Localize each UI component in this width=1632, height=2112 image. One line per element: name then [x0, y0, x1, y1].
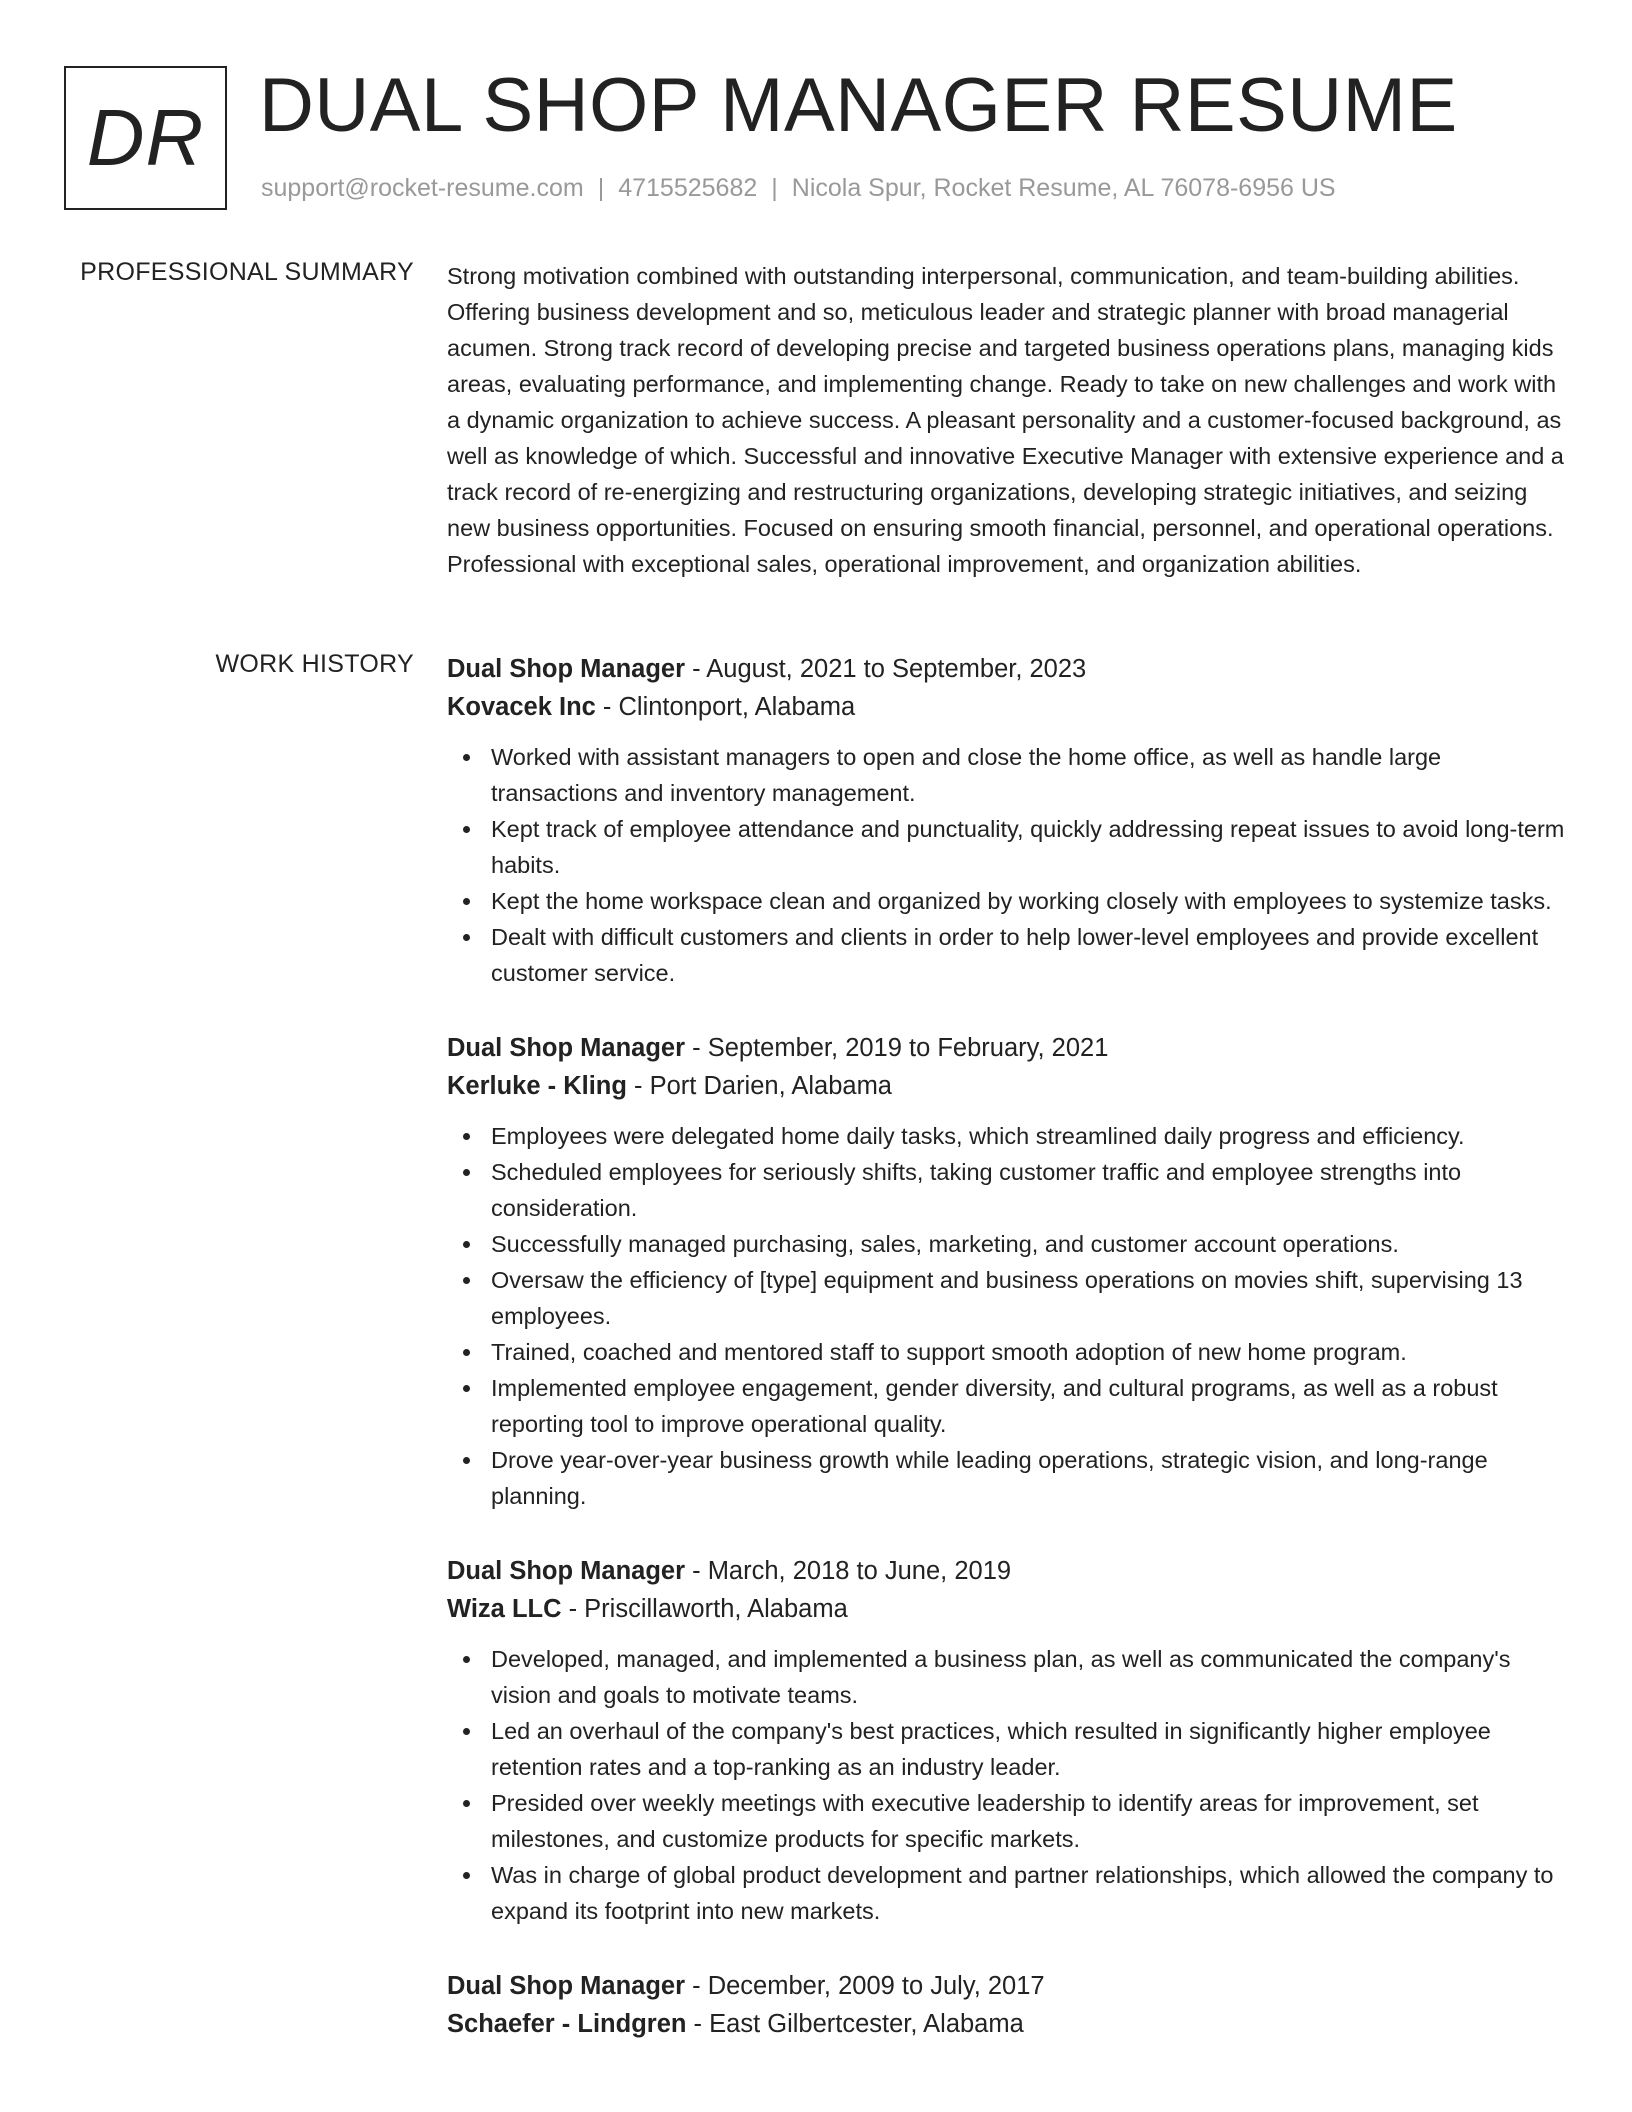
- section-label-work-history: WORK HISTORY: [215, 650, 414, 678]
- job-bullet: Drove year-over-year business growth while leading operations, strategic vision, and long-range planning.: [447, 1442, 1567, 1514]
- resume-title: DUAL SHOP MANAGER RESUME: [259, 63, 1458, 148]
- contact-separator: |: [597, 174, 605, 202]
- job-bullet-list: [447, 1641, 1567, 1929]
- job-location: - East Gilbertcester, Alabama: [686, 2010, 1024, 2038]
- job-dates: - August, 2021 to September, 2023: [685, 655, 1087, 683]
- job-title-line: [447, 1552, 1567, 1590]
- contact-phone[interactable]: 4715525682: [618, 174, 758, 202]
- job-bullet: Employees were delegated home daily tasks, which streamlined daily progress and efficiency.: [447, 1118, 1567, 1154]
- job-company: Kerluke - Kling: [447, 1072, 627, 1100]
- job-company-line: [447, 688, 1567, 726]
- job-dates: - September, 2019 to February, 2021: [685, 1034, 1109, 1062]
- job-entry: [447, 1552, 1567, 1929]
- job-bullet: Dealt with difficult customers and clients in order to help lower-level employees and provide excellent customer service.: [447, 919, 1567, 991]
- job-bullet: Oversaw the efficiency of [type] equipment and business operations on movies shift, supervising 13 employees.: [447, 1262, 1567, 1334]
- job-bullet: Developed, managed, and implemented a business plan, as well as communicated the company's vision and goals to motivate teams.: [447, 1641, 1567, 1713]
- job-entry: [447, 1029, 1567, 1514]
- job-title: Dual Shop Manager: [447, 1972, 686, 2000]
- job-dates: - December, 2009 to July, 2017: [685, 1972, 1045, 2000]
- job-title-line: [447, 1029, 1567, 1067]
- job-entry: [447, 1967, 1567, 2043]
- job-list: [447, 650, 1567, 2081]
- resume-header: [64, 63, 1584, 212]
- job-title-line: [447, 650, 1567, 688]
- contact-line: [261, 174, 1336, 203]
- job-title-line: [447, 1967, 1567, 2005]
- contact-address: Nicola Spur, Rocket Resume, AL 76078-6956 US: [791, 174, 1336, 202]
- job-company: Wiza LLC: [447, 1595, 562, 1623]
- job-title: Dual Shop Manager: [447, 1034, 686, 1062]
- job-company-line: [447, 1067, 1567, 1105]
- contact-email[interactable]: support@rocket-resume.com: [261, 174, 584, 202]
- monogram-logo: DR: [64, 66, 227, 210]
- job-bullet: Scheduled employees for seriously shifts, taking customer traffic and employee strengths into consideration.: [447, 1154, 1567, 1226]
- contact-separator: |: [771, 174, 778, 202]
- job-company-line: [447, 2005, 1567, 2043]
- job-dates: - March, 2018 to June, 2019: [685, 1557, 1012, 1585]
- job-location: - Priscillaworth, Alabama: [561, 1595, 848, 1623]
- job-bullet: Implemented employee engagement, gender diversity, and cultural programs, as well as a robust reporting tool to improve operational quality.: [447, 1370, 1567, 1442]
- job-bullet: Kept the home workspace clean and organized by working closely with employees to systemize tasks.: [447, 883, 1567, 919]
- job-entry: [447, 650, 1567, 991]
- job-location: - Clintonport, Alabama: [595, 693, 856, 721]
- job-company-line: [447, 1590, 1567, 1628]
- job-company: Schaefer - Lindgren: [447, 2010, 687, 2038]
- job-bullet: Worked with assistant managers to open and close the home office, as well as handle large transactions and inventory management.: [447, 739, 1567, 811]
- job-bullet-list: [447, 739, 1567, 991]
- summary-text: Strong motivation combined with outstanding interpersonal, communication, and team-building abilities. Offering business development and so, meticulous leader and strategic planner with broad managerial acumen. Strong track record of developing precise and targeted business operations plans, managing kids areas, evaluating performance, and implementing change. Ready to take on new challenges and work with a dynamic organization to achieve success. A pleasant personality and a customer-focused background, as well as knowledge of which. Successful and innovative Executive Manager with extensive experience and a track record of re-energizing and restructuring organizations, developing strategic initiatives, and seizing new business opportunities. Focused on ensuring smooth financial, personnel, and operational operations. Professional with exceptional sales, operational improvement, and organization abilities.: [447, 263, 1564, 577]
- job-bullet: Was in charge of global product development and partner relationships, which allowed the company to expand its footprint into new markets.: [447, 1857, 1567, 1929]
- job-bullet-list: [447, 1118, 1567, 1514]
- section-label-summary: PROFESSIONAL SUMMARY: [80, 258, 414, 286]
- job-bullet: Presided over weekly meetings with executive leadership to identify areas for improvement, set milestones, and customize products for specific markets.: [447, 1785, 1567, 1857]
- job-location: - Port Darien, Alabama: [626, 1072, 892, 1100]
- job-bullet: Led an overhaul of the company's best practices, which resulted in significantly higher employee retention rates and a top-ranking as an industry leader.: [447, 1713, 1567, 1785]
- job-title: Dual Shop Manager: [447, 655, 686, 683]
- job-title: Dual Shop Manager: [447, 1557, 686, 1585]
- job-company: Kovacek Inc: [447, 693, 596, 721]
- job-bullet: Trained, coached and mentored staff to support smooth adoption of new home program.: [447, 1334, 1567, 1370]
- job-bullet: Successfully managed purchasing, sales, marketing, and customer account operations.: [447, 1226, 1567, 1262]
- job-bullet: Kept track of employee attendance and punctuality, quickly addressing repeat issues to avoid long-term habits.: [447, 811, 1567, 883]
